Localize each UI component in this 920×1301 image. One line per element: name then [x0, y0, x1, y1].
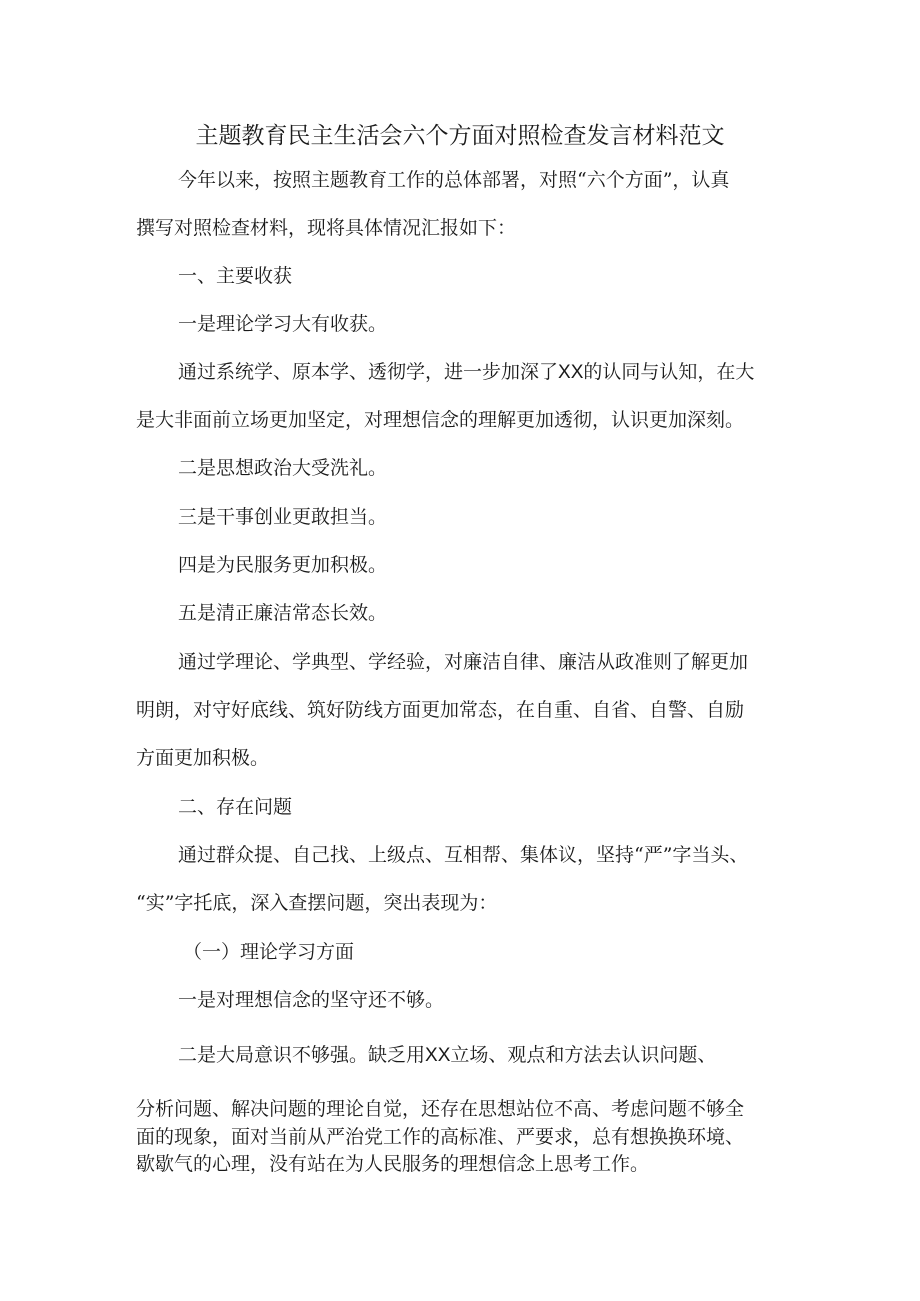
section-1-para-2-line-2: 明朗，对守好底线、筑好防线方面更加常态，在自重、自省、自警、自励 [136, 699, 745, 721]
document-title: 主题教育民主生活会六个方面对照检查发言材料范文 [195, 123, 725, 149]
intro-line-1: 今年以来，按照主题教育工作的总体部署，对照“六个方面”，认真 [178, 169, 730, 191]
section-1-item-1: 一是理论学习大有收获。 [178, 313, 388, 335]
text-segment: 立场、观点和方法去认识问题、 [450, 1044, 717, 1066]
section-2-para-1-line-1: 通过群众提、自己找、上级点、互相帮、集体议，坚持“严”字当头、 [178, 844, 749, 866]
section-1-heading: 一、主要收获 [178, 265, 293, 287]
section-2-sub-heading-1: （一）理论学习方面 [183, 941, 355, 963]
section-1-item-5: 五是清正廉洁常态长效。 [178, 602, 388, 624]
section-1-item-3: 三是干事创业更敢担当。 [178, 506, 388, 528]
section-2-item-2 [178, 1043, 716, 1068]
section-2-para-2-line-1: 分析问题、解决问题的理论自觉，还存在思想站位不高、考虑问题不够全 [136, 1098, 745, 1120]
section-1-item-2: 二是思想政治大受洗礼。 [178, 457, 388, 479]
section-2-para-2-line-2: 面的现象，面对当前从严治党工作的高标准、严要求，总有想换换环境、 [136, 1126, 745, 1148]
section-2-item-1: 一是对理想信念的坚守还不够。 [178, 989, 445, 1011]
text-segment: 二是大局意识不够强。缺乏用 [178, 1044, 426, 1066]
intro-line-2: 撰写对照检查材料，现将具体情况汇报如下： [136, 217, 517, 239]
section-1-para-2-line-3: 方面更加积极。 [136, 747, 270, 769]
text-segment: 的认同与认知，在大 [583, 361, 755, 383]
text-segment: 通过系统学、原本学、透彻学，进一步加深了 [178, 361, 559, 383]
section-2-heading: 二、存在问题 [178, 796, 293, 818]
section-1-para-1-line-2: 是大非面前立场更加坚定，对理想信念的理解更加透彻，认识更加深刻。 [136, 409, 745, 431]
section-2-para-1-line-2: “实”字托底，深入查摆问题，突出表现为： [136, 892, 498, 914]
section-1-para-1-line-1 [178, 360, 754, 385]
placeholder-xx: XX [558, 362, 584, 383]
section-1-item-4: 四是为民服务更加积极。 [178, 554, 388, 576]
placeholder-xx: XX [425, 1045, 451, 1066]
section-1-para-2-line-1: 通过学理论、学典型、学经验，对廉洁自律、廉洁从政准则了解更加 [178, 651, 749, 673]
section-2-para-2-line-3: 歇歇气的心理，没有站在为人民服务的理想信念上思考工作。 [136, 1153, 650, 1175]
